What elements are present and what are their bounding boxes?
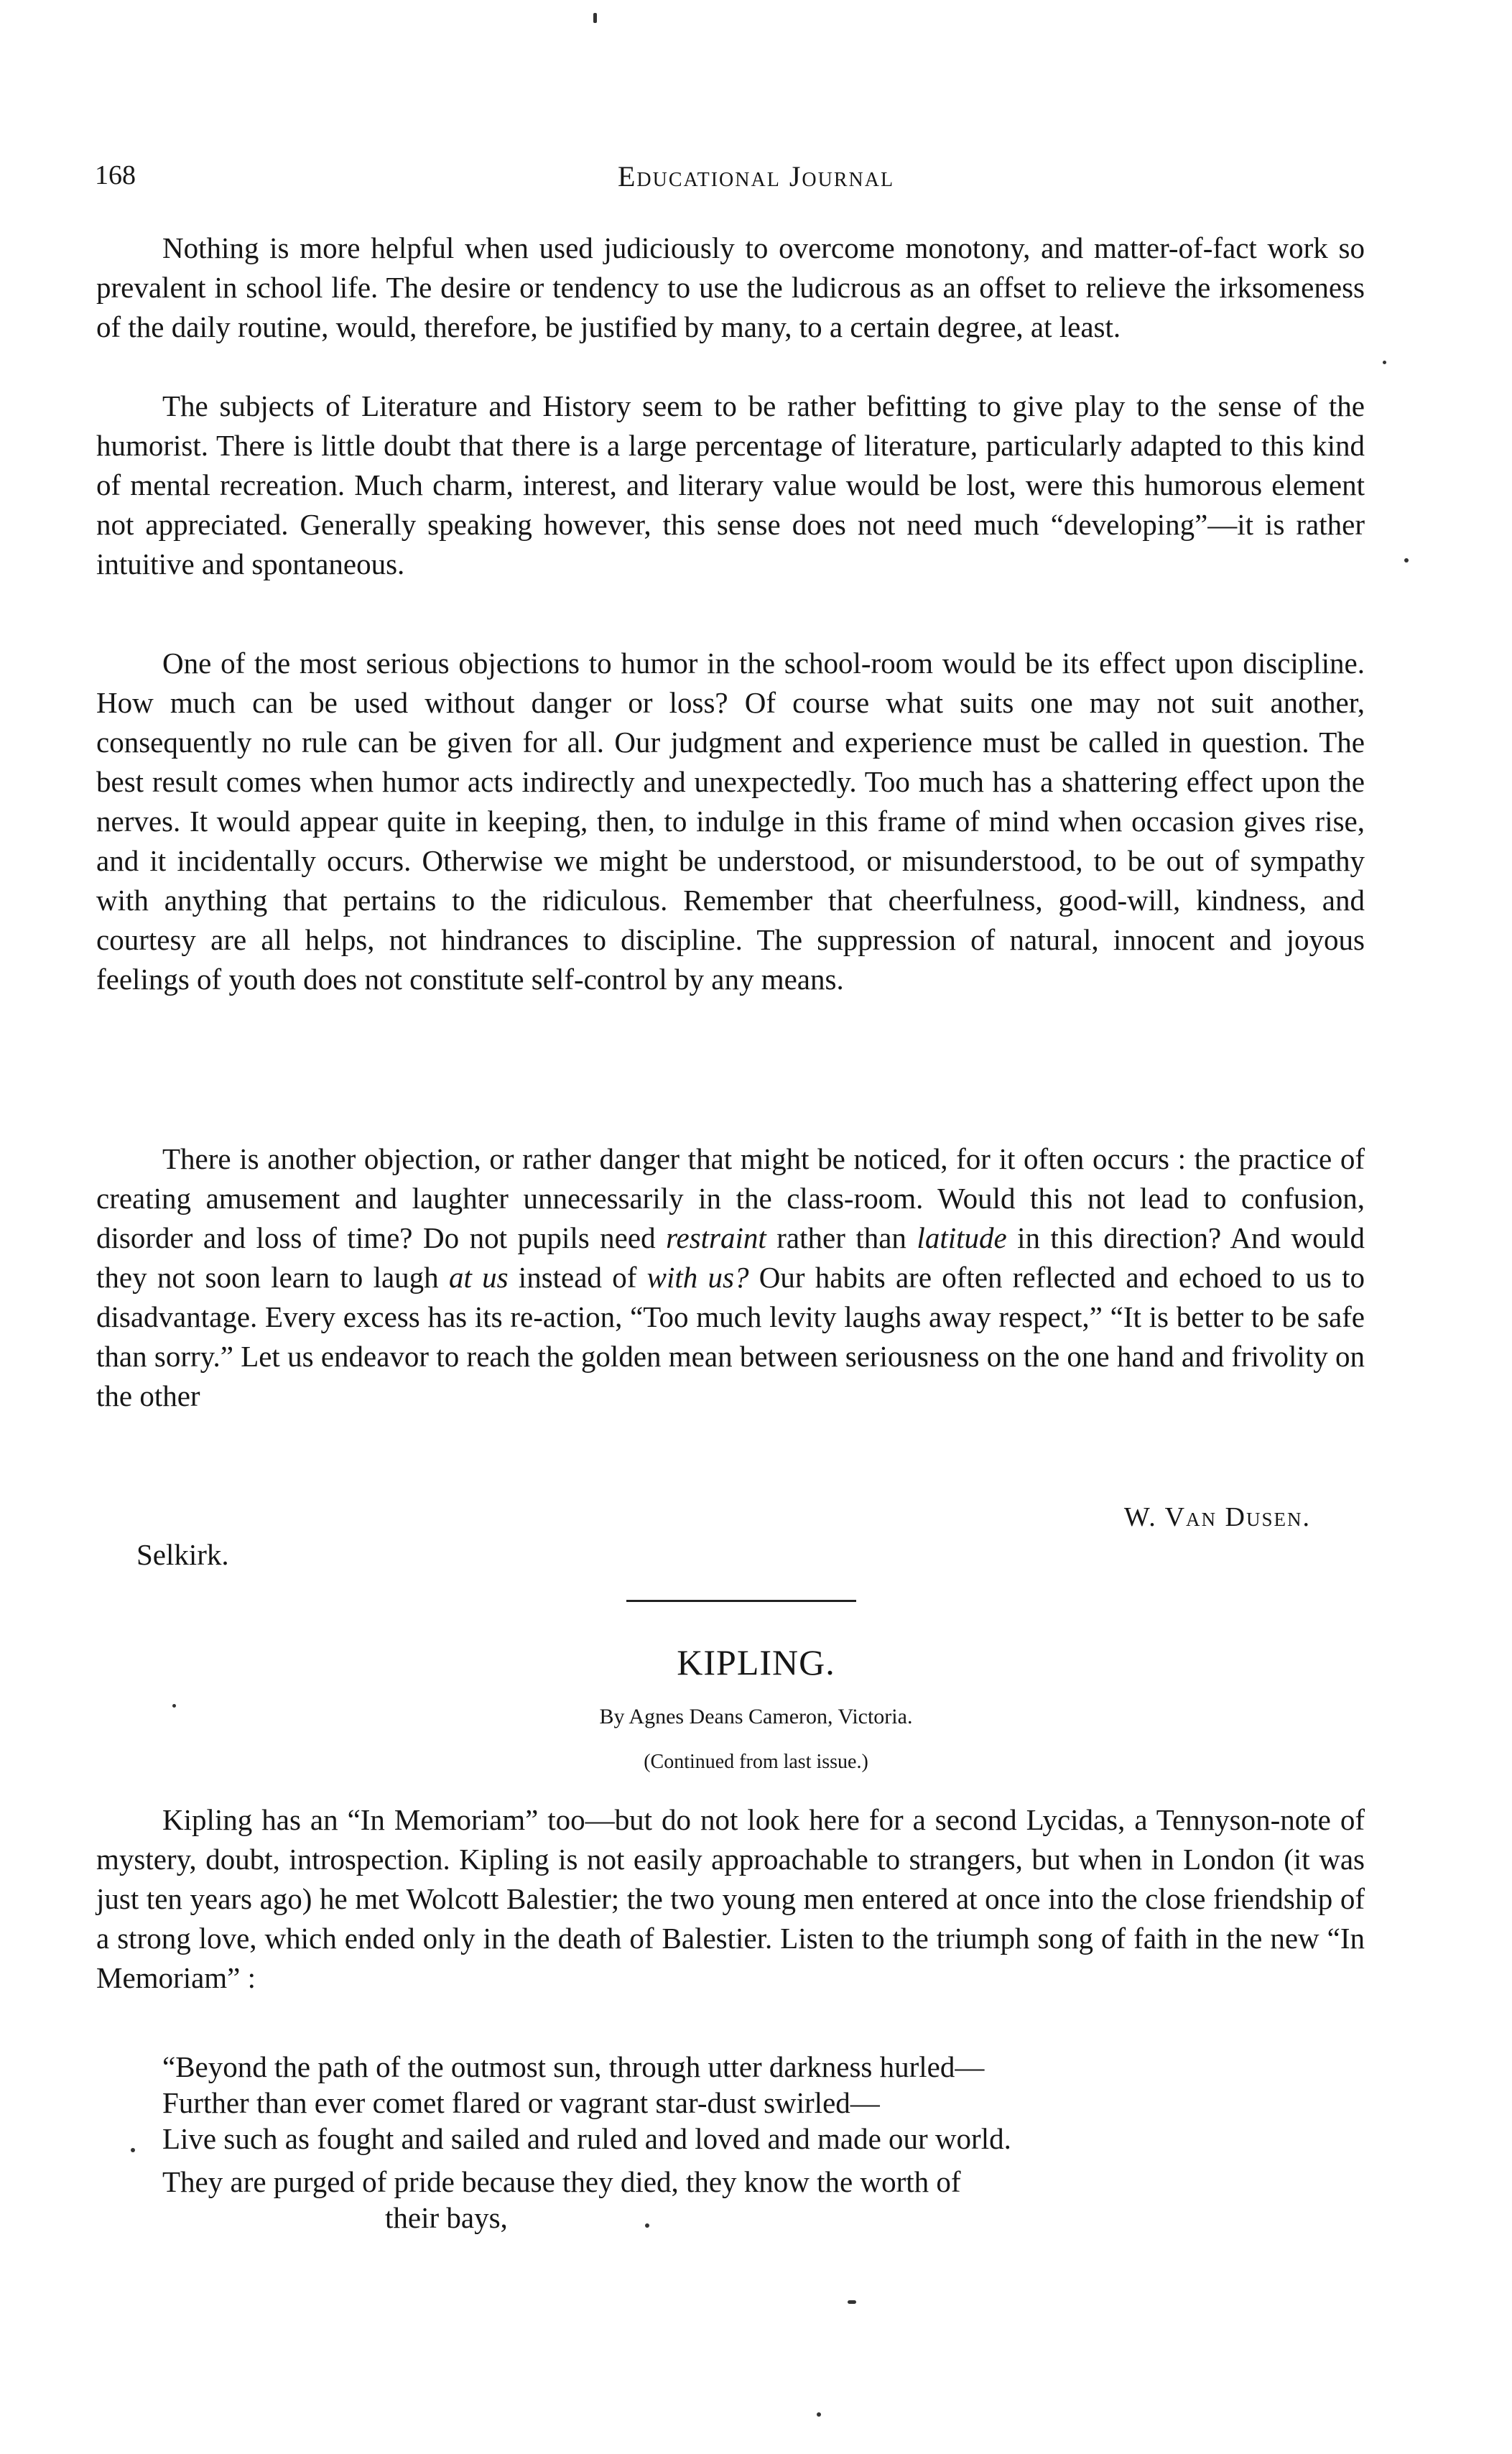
emphasis-at-us: at us	[448, 1261, 509, 1294]
verse-line: Live such as fought and sailed and ruled and loved and made our world.	[162, 2122, 1011, 2155]
scan-speck	[1383, 361, 1386, 364]
verse-line: “Beyond the path of the outmost sun, through utter darkness hurled—	[162, 2050, 985, 2083]
scan-speck	[172, 1704, 176, 1708]
author-place: Selkirk.	[136, 1538, 229, 1571]
paragraph-objection-text: instead of	[508, 1261, 647, 1294]
article-intro: Kipling has an “In Memoriam” too—but do not look here for a second Lycidas, a Tennyson-note of mystery, doubt, introspection. Kipling is not easily approachable to strangers, but when in London (it was just ten years ago) he met Wolcott Balestier; the two young men entered at once into the close friendship of a strong love, which ended only in the death of Balestier. Listen to the triumph song of faith in the new “In Memoriam” :	[96, 1803, 1365, 1994]
emphasis-with-us: with us?	[646, 1261, 749, 1294]
author-signature: W. Van Dusen.	[1123, 1502, 1311, 1532]
article-byline: By Agnes Deans Cameron, Victoria.	[599, 1705, 913, 1728]
paragraph-discipline: One of the most serious objections to humor in the school-room would be its effect upon discipline. How much can be used without danger or loss? Of course what suits one may not suit another, consequently no rule can be given for all. Our judgment and experience must be called in question. The best result comes when humor acts indirectly and unexpectedly. Too much has a shattering effect upon the nerves. It would appear quite in keeping, then, to indulge in this frame of mind when occasion gives rise, and it incidentally occurs. Otherwise we might be understood, or misunderstood, to be out of sympathy with anything that pertains to the ridiculous. Remember that cheerfulness, good-will, kindness, and courtesy are all helps, not hindrances to discipline. The suppression of natural, innocent and joyous feelings of youth does not constitute self-control by any means.	[96, 647, 1365, 996]
article-title: KIPLING.	[677, 1642, 835, 1682]
verse-line: Further than ever comet flared or vagrant star-dust swirled—	[162, 2086, 880, 2119]
paragraph-literature: The subjects of Literature and History seem to be rather befitting to give play to the sense of the humorist. There is little doubt that there is a large percentage of literature, particularly adapted to this kind of mental recreation. Much charm, interest, and literary value would be lost, were this humorous element not appreciated. Generally speaking however, this sense does not need much “developing”—it is rather intuitive and spontaneous.	[96, 389, 1365, 580]
section-divider	[626, 1600, 856, 1602]
article-continued-note: (Continued from last issue.)	[644, 1751, 868, 1773]
scan-speck	[848, 2300, 856, 2304]
paragraph-monotony: Nothing is more helpful when used judiciously to overcome monotony, and matter-of-fact work so prevalent in school life. The desire or tendency to use the ludicrous as an offset to relieve the irksomeness of the daily routine, would, therefore, be justified by many, to a certain degree, at least.	[96, 231, 1365, 343]
paragraph-objection	[96, 1139, 1365, 1416]
running-title: Educational Journal	[617, 160, 895, 193]
paragraph-objection-text: rather than	[766, 1221, 917, 1254]
verse-stanza	[162, 2049, 1011, 2157]
emphasis-latitude: latitude	[917, 1221, 1007, 1254]
paragraph-objection-text: There is another objection, or rather danger that might be noticed, for it often occurs : the practice of creating amusement and laughter unnecessarily in the class-room. Would this not lead to confusion, disorder and loss of time? Do not pupils need	[96, 1142, 1365, 1254]
scan-speck	[131, 2148, 135, 2152]
paragraph-objection-text: in this direction? And would they not soon learn to laugh	[96, 1221, 1365, 1294]
scan-speck	[1404, 558, 1409, 562]
verse-line: their bays,	[385, 2201, 508, 2234]
scan-speck	[645, 2223, 649, 2228]
scan-speck	[593, 13, 597, 23]
scan-speck	[817, 2412, 821, 2417]
page-number: 168	[95, 160, 136, 190]
verse-stanza-2	[162, 2164, 961, 2236]
paragraph-objection-text: Our habits are often reflected and echoed to us to disadvantage. Every excess has its re-action, “Too much levity laughs away respect,” “It is better to be safe than sorry.” Let us endeavor to reach the golden mean between seriousness on the one hand and frivolity on the other	[96, 1261, 1365, 1412]
emphasis-restraint: restraint	[666, 1221, 766, 1254]
verse-line: They are purged of pride because they died, they know the worth of	[162, 2165, 961, 2198]
